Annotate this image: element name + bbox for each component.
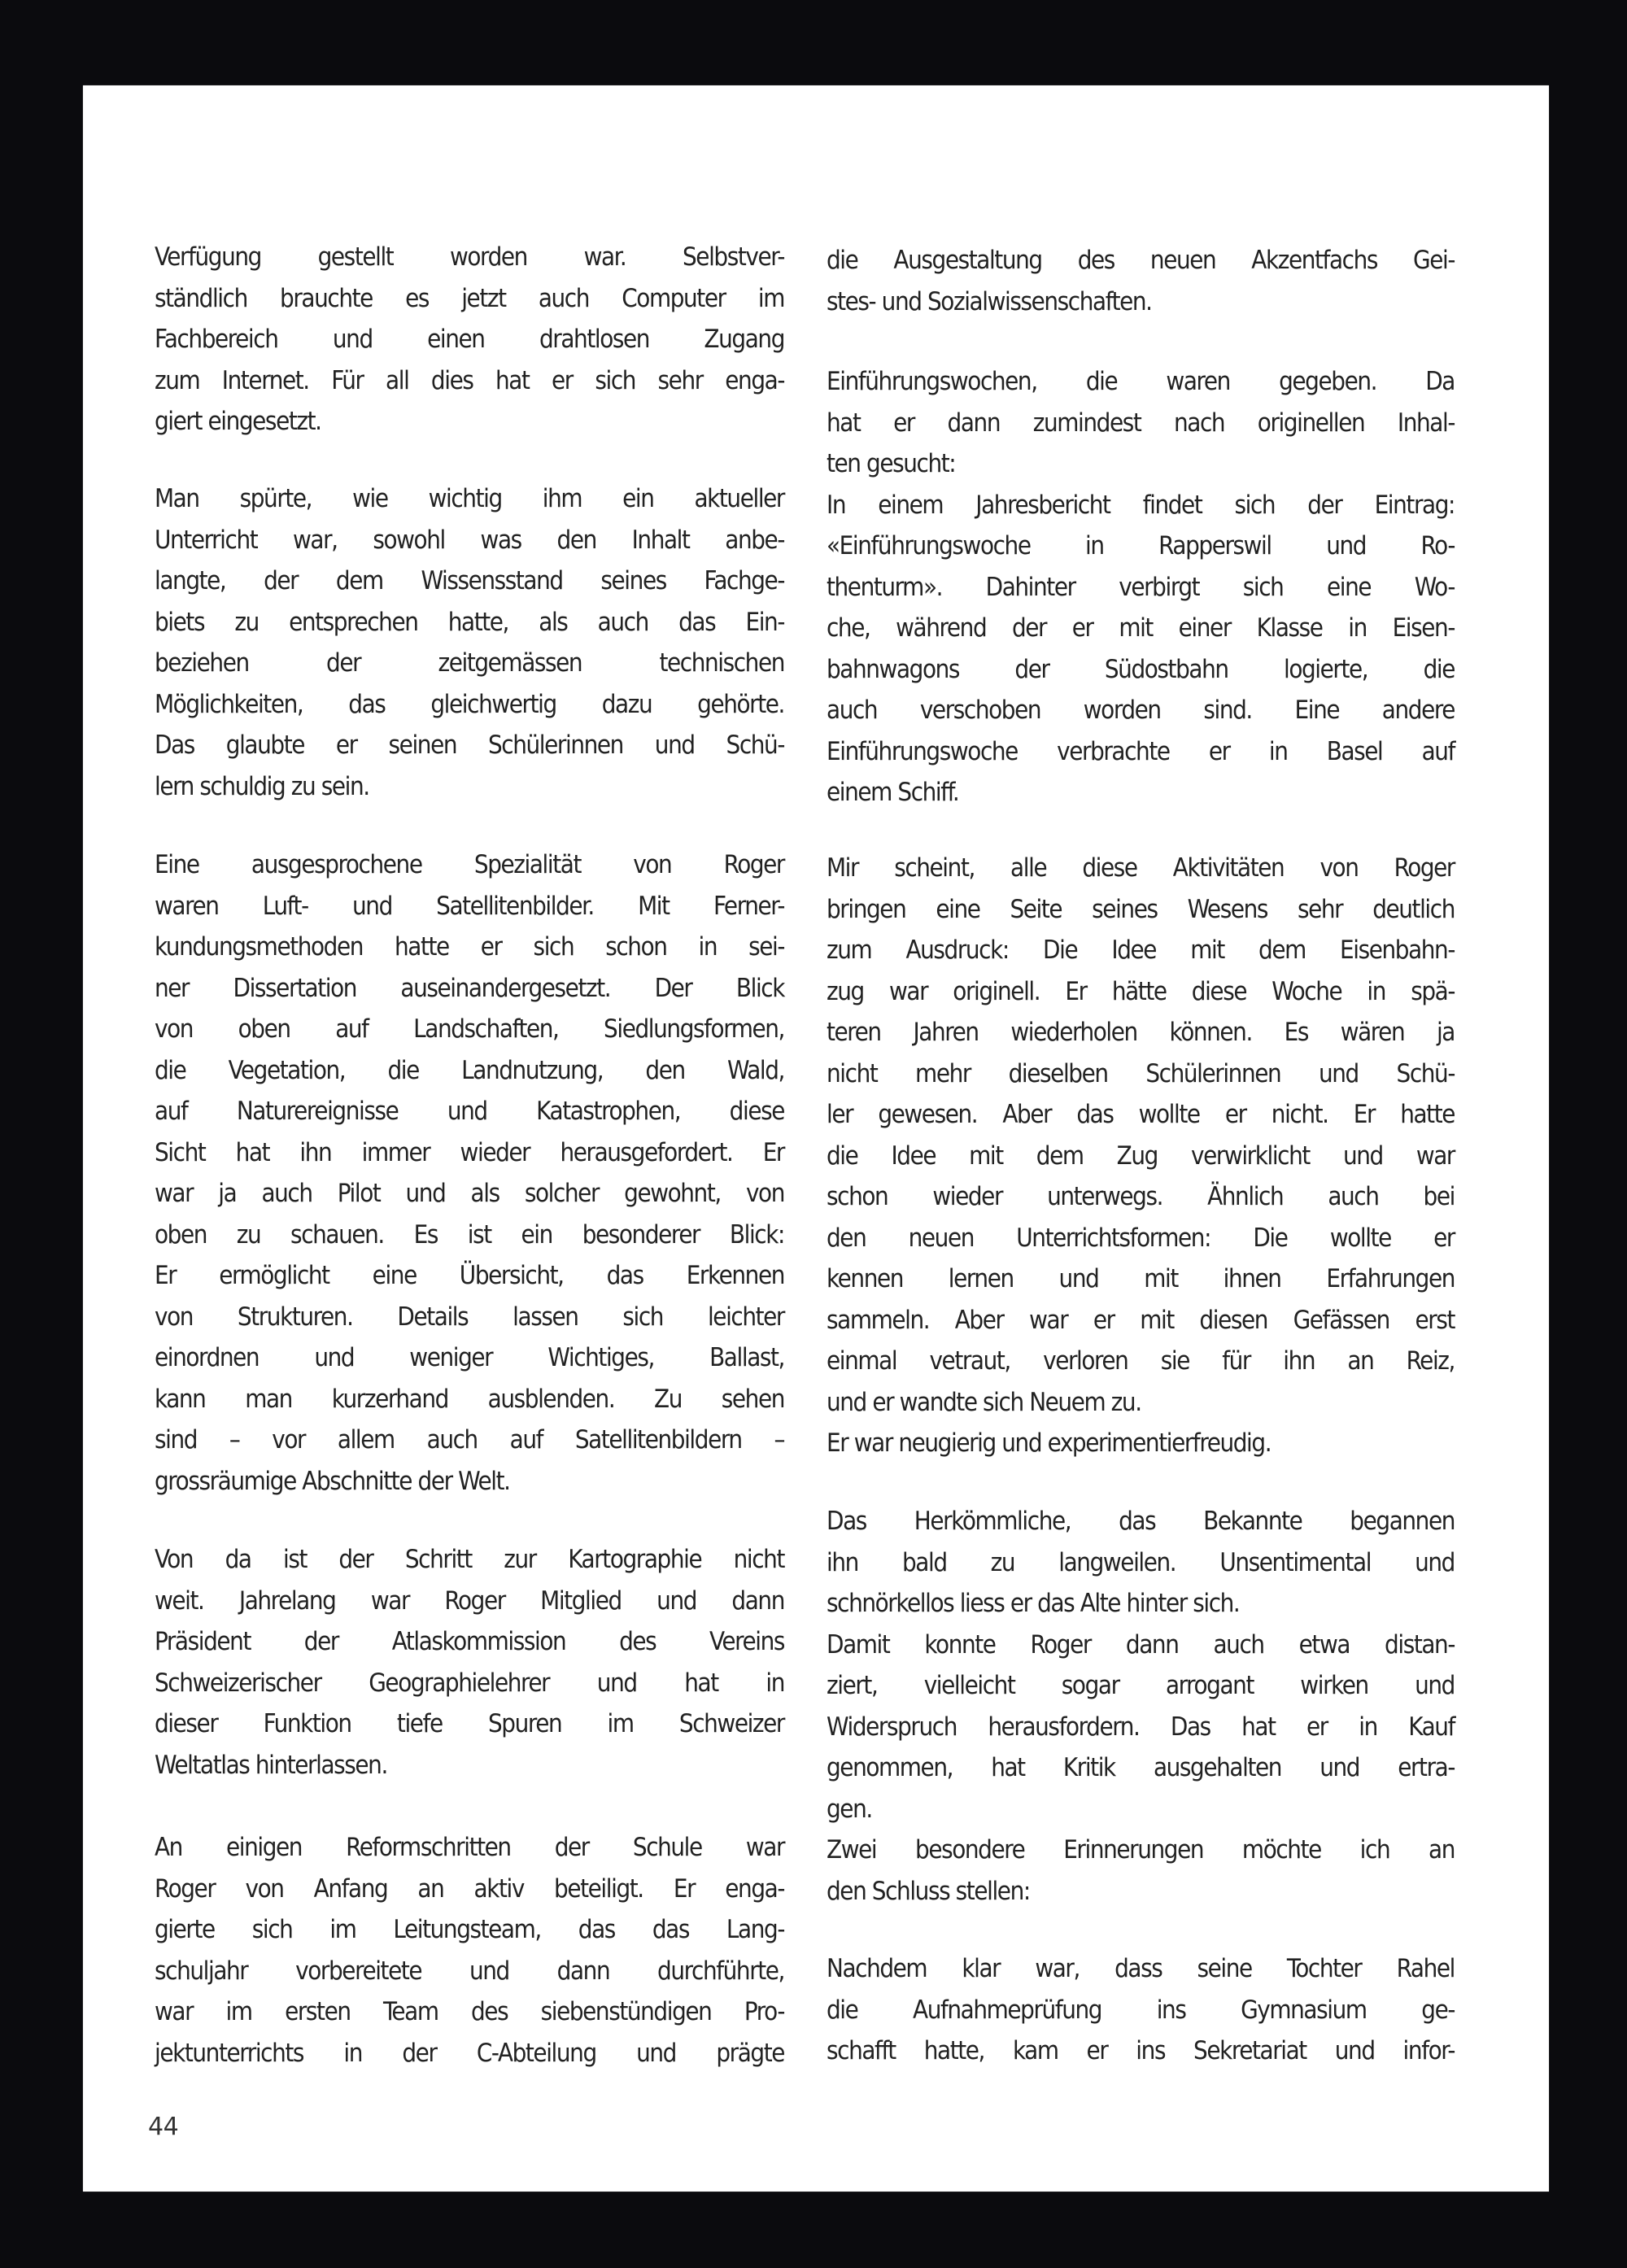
text-line: die Vegetation, die Landnutzung, den Wald,	[155, 1055, 784, 1085]
paragraph	[155, 1539, 784, 1786]
text-line: Möglichkeiten, das gleichwertig dazu gehörte.	[155, 689, 784, 719]
text-line: zum Ausdruck: Die Idee mit dem Eisenbahn-	[827, 936, 1455, 965]
text-line: den neuen Unterrichtsformen: Die wollte er	[827, 1223, 1455, 1253]
text-line: sind – vor allem auch auf Satellitenbildern –	[155, 1425, 784, 1455]
text-line: zum Internet. Für all dies hat er sich sehr enga-	[155, 365, 784, 395]
text-line: Nachdem klar war, dass seine Tochter Rahel	[827, 1954, 1455, 1983]
paragraph	[155, 237, 784, 443]
text-line: bringen eine Seite seines Wesens sehr deutlich	[827, 894, 1455, 924]
text-line: ten gesucht:	[827, 449, 956, 478]
text-line: schafft hatte, kam er ins Sekretariat und infor-	[827, 2036, 1455, 2065]
document-page	[83, 85, 1549, 2192]
text-line: jektunterrichts in der C-Abteilung und prägte	[155, 2038, 784, 2068]
text-line: langte, der dem Wissensstand seines Fachge-	[155, 566, 784, 595]
text-line: Man spürte, wie wichtig ihm ein aktueller	[155, 484, 784, 513]
text-line: ner Dissertation auseinandergesetzt. Der Blick	[155, 973, 784, 1003]
text-line: Das Herkömmliche, das Bekannte begannen	[827, 1507, 1455, 1536]
text-line: kann man kurzerhand ausblenden. Zu sehen	[155, 1384, 784, 1414]
text-line: von Strukturen. Details lassen sich leichter	[155, 1302, 784, 1332]
text-line: Schweizerischer Geographielehrer und hat in	[155, 1668, 784, 1698]
text-line: kundungsmethoden hatte er sich schon in sei-	[155, 932, 784, 962]
text-line: waren Luft- und Satellitenbilder. Mit Ferner-	[155, 891, 784, 921]
text-line: Widerspruch herausfordern. Das hat er in Kauf	[827, 1712, 1455, 1742]
paragraph	[155, 844, 784, 1502]
text-line: genommen, hat Kritik ausgehalten und ertra-	[827, 1753, 1455, 1782]
text-line: In einem Jahresbericht findet sich der Eintrag:	[827, 490, 1455, 520]
text-line: Zwei besondere Erinnerungen möchte ich an	[827, 1835, 1455, 1865]
text-line: gierte sich im Leitungsteam, das das Lang-	[155, 1915, 784, 1944]
text-line: von oben auf Landschaften, Siedlungsformen,	[155, 1014, 784, 1044]
text-line: war im ersten Team des siebenstündigen Pro-	[155, 1997, 784, 2026]
text-line: war ja auch Pilot und als solcher gewohnt, von	[155, 1179, 784, 1208]
text-line: einmal vetraut, verloren sie für ihn an Reiz,	[827, 1346, 1455, 1376]
text-line: che, während der er mit einer Klasse in Eisen-	[827, 613, 1455, 643]
text-line: die Ausgestaltung des neuen Akzentfachs Gei-	[827, 246, 1455, 275]
text-line: giert eingesetzt.	[155, 407, 321, 436]
text-line: ständlich brauchte es jetzt auch Computer im	[155, 283, 784, 313]
text-line: oben zu schauen. Es ist ein besonderer Blick:	[155, 1219, 784, 1250]
text-line: weit. Jahrelang war Roger Mitglied und dann	[155, 1585, 784, 1616]
text-line: «Einführungswoche in Rapperswil und Ro-	[827, 531, 1455, 560]
paragraph	[155, 478, 784, 807]
text-line: Roger von Anfang an aktiv beteiligt. Er enga-	[155, 1873, 784, 1904]
text-line: Einführungswoche verbrachte er in Basel auf	[827, 736, 1455, 766]
text-line: den Schluss stellen:	[827, 1876, 1030, 1906]
paragraph	[155, 1827, 784, 2074]
text-line: gen.	[827, 1794, 872, 1824]
text-line: beziehen der zeitgemässen technischen	[155, 648, 784, 678]
text-line: zug war originell. Er hätte diese Woche in spä-	[827, 976, 1455, 1006]
text-line: Eine ausgesprochene Spezialität von Roger	[155, 850, 784, 879]
text-line: ler gewesen. Aber das wollte er nicht. Er hatte	[827, 1100, 1455, 1129]
text-line: die Idee mit dem Zug verwirklicht und war	[827, 1141, 1455, 1171]
text-line: grossräumige Abschnitte der Welt.	[155, 1466, 510, 1496]
text-line: auch verschoben worden sind. Eine andere	[827, 696, 1455, 725]
text-line: An einigen Reformschritten der Schule war	[155, 1833, 784, 1862]
text-line: bahnwagons der Südostbahn logierte, die	[827, 654, 1455, 684]
text-line: Unterricht war, sowohl was den Inhalt anbe-	[155, 525, 784, 555]
text-line: kennen lernen und mit ihnen Erfahrungen	[827, 1264, 1455, 1293]
text-line: Mir scheint, alle diese Aktivitäten von Roger	[827, 853, 1455, 883]
text-line: thenturm». Dahinter verbirgt sich eine Wo-	[827, 572, 1455, 602]
text-line: schuljahr vorbereitete und dann durchführte,	[155, 1956, 784, 1986]
text-line: schon wieder unterwegs. Ähnlich auch bei	[827, 1182, 1455, 1211]
paragraph	[827, 1501, 1455, 1912]
text-line: und er wandte sich Neuem zu.	[827, 1387, 1141, 1417]
text-line: Weltatlas hinterlassen.	[155, 1750, 387, 1780]
paragraph	[827, 361, 1455, 813]
text-line: ziert, vielleicht sogar arrogant wirken und	[827, 1671, 1455, 1700]
text-line: dieser Funktion tiefe Spuren im Schweizer	[155, 1709, 784, 1738]
text-line: Damit konnte Roger dann auch etwa distan-	[827, 1629, 1455, 1660]
text-line: ihn bald zu langweilen. Unsentimental und	[827, 1547, 1455, 1577]
text-line: Einführungswochen, die waren gegeben. Da	[827, 367, 1455, 396]
text-line: biets zu entsprechen hatte, als auch das Ein-	[155, 607, 784, 637]
text-line: schnörkellos liess er das Alte hinter sich.	[827, 1589, 1240, 1618]
text-line: einordnen und weniger Wichtiges, Ballast,	[155, 1343, 784, 1372]
text-line: Das glaubte er seinen Schülerinnen und Schü-	[155, 731, 784, 760]
text-line: Er ermöglicht eine Übersicht, das Erkennen	[155, 1261, 784, 1290]
paragraph	[827, 848, 1455, 1464]
text-line: einem Schiff.	[827, 778, 959, 807]
text-line: stes- und Sozialwissenschaften.	[827, 286, 1152, 316]
text-line: Präsident der Atlaskommission des Vereins	[155, 1627, 784, 1656]
text-line: die Aufnahmeprüfung ins Gymnasium ge-	[827, 1995, 1455, 2025]
text-line: Verfügung gestellt worden war. Selbstver-	[155, 242, 784, 272]
page-number: 44	[148, 2113, 179, 2141]
text-line: Er war neugierig und experimentierfreudig.	[827, 1428, 1272, 1458]
text-line: sammeln. Aber war er mit diesen Gefässen erst	[827, 1305, 1455, 1335]
text-line: teren Jahren wiederholen können. Es wären ja	[827, 1018, 1455, 1047]
text-line: auf Naturereignisse und Katastrophen, diese	[155, 1097, 784, 1126]
text-line: Fachbereich und einen drahtlosen Zugang	[155, 325, 784, 354]
text-line: Von da ist der Schritt zur Kartographie nicht	[155, 1545, 784, 1574]
text-line: lern schuldig zu sein.	[155, 771, 369, 801]
text-line: Sicht hat ihn immer wieder herausgefordert. Er	[155, 1137, 784, 1167]
paragraph	[827, 1948, 1455, 2072]
text-line: nicht mehr dieselben Schülerinnen und Schü-	[827, 1058, 1455, 1088]
text-line: hat er dann zumindest nach originellen Inhal-	[827, 408, 1455, 438]
paragraph	[827, 240, 1455, 322]
